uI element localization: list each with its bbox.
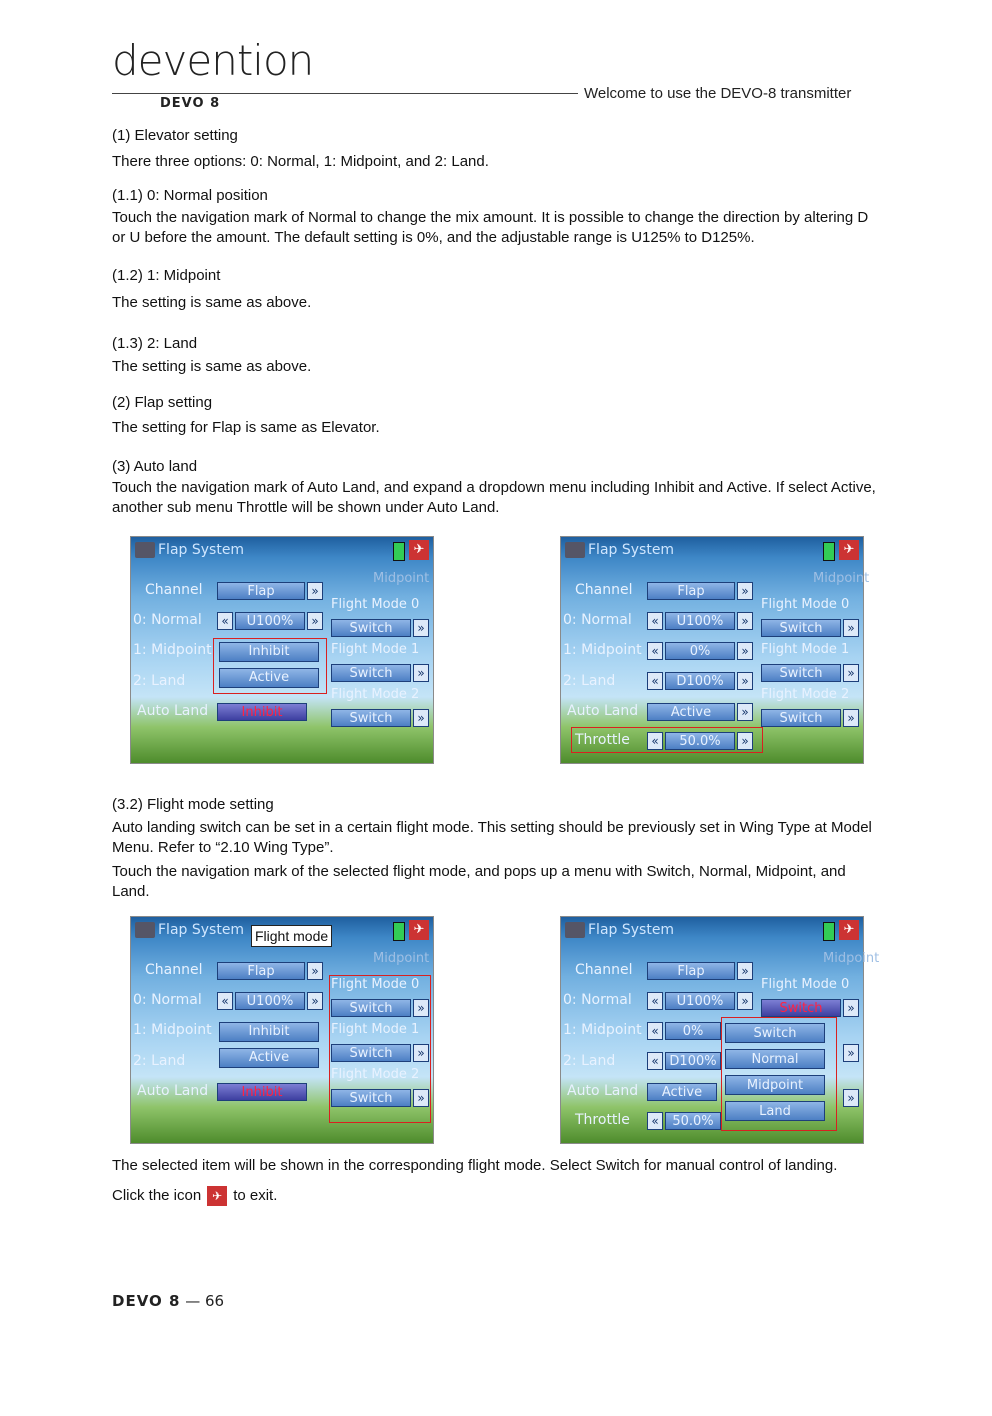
land-label: 2: Land xyxy=(563,673,616,689)
chevron-right-icon[interactable]: » xyxy=(843,619,859,637)
midpoint-label: 1: Midpoint xyxy=(133,1022,212,1038)
flight-mode-0-label: Flight Mode 0 xyxy=(331,977,420,992)
menu-land[interactable]: Land xyxy=(725,1101,825,1121)
chevron-left-icon[interactable]: « xyxy=(647,672,663,690)
chevron-right-icon[interactable]: » xyxy=(737,992,753,1010)
heading-midpoint: (1.2) 1: Midpoint xyxy=(112,267,221,284)
normal-value[interactable]: U100% xyxy=(235,992,305,1010)
plane-icon xyxy=(565,922,585,938)
screen-title: Flap System xyxy=(561,917,863,943)
exit-icon: ✈ xyxy=(207,1186,227,1206)
autoland-label: Auto Land xyxy=(567,1083,639,1099)
chevron-left-icon[interactable]: « xyxy=(647,732,663,750)
autoland-value[interactable]: Active xyxy=(647,703,735,721)
chevron-right-icon[interactable]: » xyxy=(413,664,429,682)
inhibit-option[interactable]: Inhibit xyxy=(219,1022,319,1042)
menu-switch[interactable]: Switch xyxy=(725,1023,825,1043)
midpoint-value[interactable]: 0% xyxy=(665,1022,721,1040)
autoland-label: Auto Land xyxy=(567,703,639,719)
midpoint-label: 1: Midpoint xyxy=(563,642,642,658)
land-value[interactable]: D100% xyxy=(665,1052,721,1070)
chevron-right-icon[interactable]: » xyxy=(843,1089,859,1107)
chevron-right-icon[interactable]: » xyxy=(413,709,429,727)
normal-label: 0: Normal xyxy=(133,612,202,628)
chevron-left-icon[interactable]: « xyxy=(647,642,663,660)
para-exit: Click the icon ✈ to exit. xyxy=(112,1186,277,1206)
battery-icon xyxy=(823,922,835,941)
chevron-right-icon[interactable]: » xyxy=(307,612,323,630)
chevron-right-icon[interactable]: » xyxy=(843,664,859,682)
chevron-right-icon[interactable]: » xyxy=(737,962,753,980)
chevron-right-icon[interactable]: » xyxy=(843,999,859,1017)
flight-mode-2-button[interactable]: Switch xyxy=(331,1089,411,1107)
flight-mode-0-label: Flight Mode 0 xyxy=(331,597,420,612)
para-selected: The selected item will be shown in the corresponding flight mode. Select Switch for manual control of landing. xyxy=(112,1157,838,1174)
chevron-left-icon[interactable]: « xyxy=(217,992,233,1010)
battery-icon xyxy=(393,922,405,941)
flight-mode-2-label: Flight Mode 2 xyxy=(761,687,850,702)
autoland-value[interactable]: Inhibit xyxy=(217,1083,307,1101)
exit-icon[interactable]: ✈ xyxy=(839,540,859,560)
flight-mode-1-label: Flight Mode 1 xyxy=(761,642,850,657)
chevron-right-icon[interactable]: » xyxy=(737,732,753,750)
land-label: 2: Land xyxy=(563,1053,616,1069)
autoland-label: Auto Land xyxy=(137,703,209,719)
channel-label: Channel xyxy=(575,582,633,598)
flight-mode-0-button[interactable]: Switch xyxy=(331,619,411,637)
autoland-label: Auto Land xyxy=(137,1083,209,1099)
para-flap: The setting for Flap is same as Elevator. xyxy=(112,419,380,436)
flight-mode-0-label: Flight Mode 0 xyxy=(761,977,850,992)
header-tagline: Welcome to use the DEVO-8 transmitter xyxy=(584,85,852,102)
chevron-right-icon[interactable]: » xyxy=(307,992,323,1010)
chevron-left-icon[interactable]: « xyxy=(647,1022,663,1040)
chevron-right-icon[interactable]: » xyxy=(413,999,429,1017)
flight-mode-2-label: Flight Mode 2 xyxy=(331,687,420,702)
channel-button[interactable]: Flap xyxy=(647,962,735,980)
para-flightmode-a: Auto landing switch can be set in a certain flight mode. This setting should be previously set in Wing Type at Model Menu. Refer to “2.10 Wing Type”. xyxy=(112,819,872,856)
header-rule xyxy=(112,93,578,94)
normal-label: 0: Normal xyxy=(563,612,632,628)
chevron-right-icon[interactable]: » xyxy=(737,582,753,600)
channel-button[interactable]: Flap xyxy=(217,962,305,980)
para-land: The setting is same as above. xyxy=(112,358,312,375)
chevron-left-icon[interactable]: « xyxy=(217,612,233,630)
heading-autoland: (3) Auto land xyxy=(112,458,198,475)
channel-label: Channel xyxy=(575,962,633,978)
heading-land: (1.3) 2: Land xyxy=(112,335,198,352)
throttle-label: Throttle xyxy=(575,732,630,748)
page-footer: DEVO 8 — 66 xyxy=(112,1292,225,1310)
screenshot-flight-mode xyxy=(130,916,434,1144)
flight-mode-2-button[interactable]: Switch xyxy=(331,709,411,727)
midpoint-tag: Midpoint xyxy=(823,951,880,966)
plane-icon xyxy=(565,542,585,558)
chevron-right-icon[interactable]: » xyxy=(307,962,323,980)
battery-icon xyxy=(823,542,835,561)
screen-title: Flap System xyxy=(561,537,863,563)
exit-icon[interactable]: ✈ xyxy=(409,540,429,560)
menu-normal[interactable]: Normal xyxy=(725,1049,825,1069)
para-flightmode-b: Touch the navigation mark of the selected flight mode, and pops up a menu with Switch, Normal, Midpoint, and Land. xyxy=(112,863,846,900)
flight-mode-0-label: Flight Mode 0 xyxy=(761,597,850,612)
midpoint-label: 1: Midpoint xyxy=(133,642,212,658)
land-value[interactable]: D100% xyxy=(665,672,735,690)
heading-elevator: (1) Elevator setting xyxy=(112,127,238,144)
battery-icon xyxy=(393,542,405,561)
chevron-left-icon[interactable]: « xyxy=(647,1052,663,1070)
screenshot-flight-mode-menu xyxy=(560,916,880,1144)
throttle-value[interactable]: 50.0% xyxy=(665,732,735,750)
screenshot-autoland-dropdown xyxy=(130,536,434,764)
chevron-right-icon[interactable]: » xyxy=(737,612,753,630)
exit-icon[interactable]: ✈ xyxy=(839,920,859,940)
heading-normal: (1.1) 0: Normal position xyxy=(112,187,268,204)
chevron-right-icon[interactable]: » xyxy=(843,1044,859,1062)
midpoint-tag: Midpoint xyxy=(373,571,430,586)
chevron-right-icon[interactable]: » xyxy=(413,1044,429,1062)
flight-mode-1-label: Flight Mode 1 xyxy=(331,1022,420,1037)
para-elevator: There three options: 0: Normal, 1: Midpoint, and 2: Land. xyxy=(112,153,489,170)
para-autoland: Touch the navigation mark of Auto Land, and expand a dropdown menu including Inhibit and Active. If select Active, another sub menu Throttle will be shown under Auto Land. xyxy=(112,479,876,516)
heading-flap: (2) Flap setting xyxy=(112,394,213,411)
land-label: 2: Land xyxy=(133,673,186,689)
channel-label: Channel xyxy=(145,582,203,598)
flight-mode-0-button[interactable]: Switch xyxy=(761,999,841,1017)
throttle-label: Throttle xyxy=(575,1112,630,1128)
normal-value[interactable]: U100% xyxy=(665,992,735,1010)
channel-label: Channel xyxy=(145,962,203,978)
flight-mode-1-button[interactable]: Switch xyxy=(761,664,841,682)
inhibit-option[interactable]: Inhibit xyxy=(219,642,319,662)
flight-mode-1-label: Flight Mode 1 xyxy=(331,642,420,657)
flight-mode-1-button[interactable]: Switch xyxy=(331,664,411,682)
plane-icon xyxy=(135,542,155,558)
channel-button[interactable]: Flap xyxy=(217,582,305,600)
midpoint-value[interactable]: 0% xyxy=(665,642,735,660)
devention-logo: devention xyxy=(112,36,314,85)
midpoint-tag: Midpoint xyxy=(373,951,430,966)
normal-value[interactable]: U100% xyxy=(235,612,305,630)
screen-title: Flap System xyxy=(131,917,433,943)
midpoint-tag: Midpoint xyxy=(813,571,870,586)
chevron-right-icon[interactable]: » xyxy=(737,703,753,721)
land-label: 2: Land xyxy=(133,1053,186,1069)
normal-value[interactable]: U100% xyxy=(665,612,735,630)
channel-button[interactable]: Flap xyxy=(647,582,735,600)
para-midpoint: The setting is same as above. xyxy=(112,294,312,311)
chevron-left-icon[interactable]: « xyxy=(647,992,663,1010)
flight-mode-0-button[interactable]: Switch xyxy=(761,619,841,637)
chevron-left-icon[interactable]: « xyxy=(647,1112,663,1130)
throttle-value[interactable]: 50.0% xyxy=(665,1112,721,1130)
flight-mode-0-button[interactable]: Switch xyxy=(331,999,411,1017)
para-normal: Touch the navigation mark of Normal to change the mix amount. It is possible to change the direction by altering D or U before the amount. The default setting is 0%, and the adjustable range is U125% to D125%. xyxy=(112,209,869,246)
exit-icon[interactable]: ✈ xyxy=(409,920,429,940)
plane-icon xyxy=(135,922,155,938)
active-option[interactable]: Active xyxy=(219,668,319,688)
screenshot-autoland-active xyxy=(560,536,870,764)
chevron-right-icon[interactable]: » xyxy=(413,619,429,637)
chevron-right-icon[interactable]: » xyxy=(737,672,753,690)
menu-midpoint[interactable]: Midpoint xyxy=(725,1075,825,1095)
autoland-value[interactable]: Inhibit xyxy=(217,703,307,721)
active-option[interactable]: Active xyxy=(219,1048,319,1068)
flight-mode-callout: Flight mode xyxy=(251,925,332,947)
normal-label: 0: Normal xyxy=(563,992,632,1008)
flight-mode-2-label: Flight Mode 2 xyxy=(331,1067,420,1082)
chevron-left-icon[interactable]: « xyxy=(647,612,663,630)
screen-title: Flap System xyxy=(131,537,433,563)
midpoint-label: 1: Midpoint xyxy=(563,1022,642,1038)
normal-label: 0: Normal xyxy=(133,992,202,1008)
chevron-right-icon[interactable]: » xyxy=(843,709,859,727)
chevron-right-icon[interactable]: » xyxy=(307,582,323,600)
logo-model: DEVO 8 xyxy=(160,96,221,111)
autoland-value[interactable]: Active xyxy=(647,1083,717,1101)
flight-mode-2-button[interactable]: Switch xyxy=(761,709,841,727)
flight-mode-1-button[interactable]: Switch xyxy=(331,1044,411,1062)
chevron-right-icon[interactable]: » xyxy=(737,642,753,660)
chevron-right-icon[interactable]: » xyxy=(413,1089,429,1107)
heading-flightmode: (3.2) Flight mode setting xyxy=(112,796,274,813)
